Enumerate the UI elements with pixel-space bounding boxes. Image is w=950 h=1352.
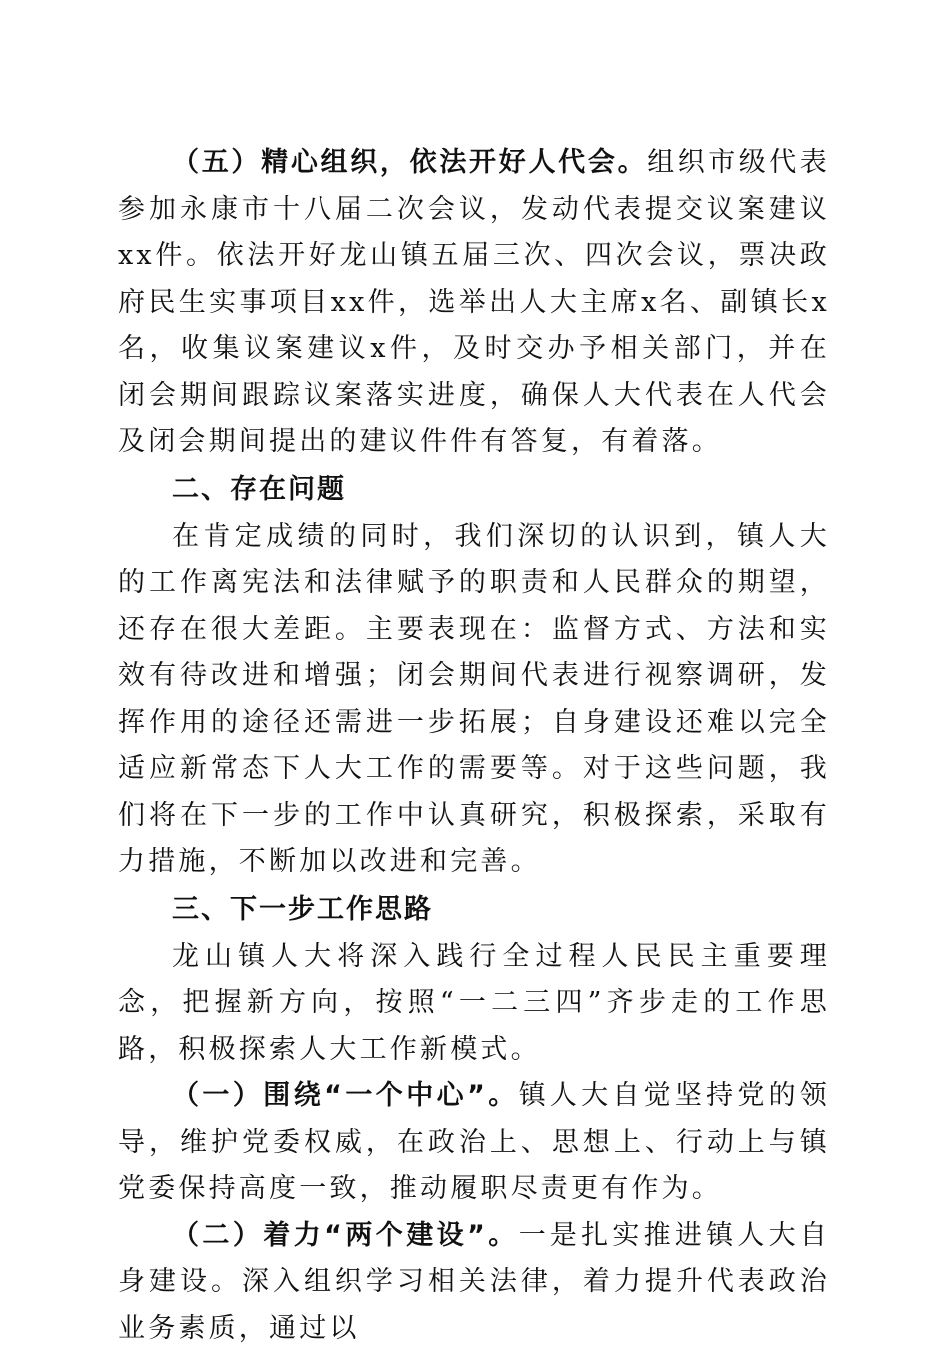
paragraph-lead-heading: （五）精心组织，依法开好人代会。 bbox=[172, 147, 647, 178]
paragraph-text: 一是扎实推进镇人大自身建设。深入组织学习相关法律，着力提升代表政治业务素质，通过以 bbox=[118, 1220, 830, 1344]
section-heading-next-steps: 三、下一步工作思路 bbox=[118, 886, 830, 934]
paragraph-problems: 在肯定成绩的同时，我们深切的认识到，镇人大的工作离宪法和法律赋予的职责和人民群众的期望，还存在很大差距。主要表现在：监督方式、方法和实效有待改进和增强；闭会期间代表进行视察调研，发挥作用的途径还需进一步拓展；自身建设还难以完全适应新常态下人大工作的需要等。对于这些问题，我们将在下一步的工作中认真研究，积极探索，采取有力措施，不断加以改进和完善。 bbox=[118, 514, 830, 886]
section-heading-problems: 二、存在问题 bbox=[118, 466, 830, 514]
paragraph-lead-heading: （二）着力“两个建设”。 bbox=[172, 1220, 519, 1251]
paragraph-lead-heading: （一）围绕“一个中心”。 bbox=[172, 1080, 519, 1111]
document-body bbox=[118, 140, 830, 1352]
paragraph-organize-congress bbox=[118, 140, 830, 466]
paragraph-two-constructions bbox=[118, 1213, 830, 1352]
paragraph-text: 镇人大自觉坚持党的领导，维护党委权威，在政治上、思想上、行动上与镇党委保持高度一致，推动履职尽责更有作为。 bbox=[118, 1080, 830, 1204]
paragraph-one-center bbox=[118, 1073, 830, 1213]
paragraph-next-steps-intro: 龙山镇人大将深入践行全过程人民民主重要理念，把握新方向，按照“一二三四”齐步走的工作思路，积极探索人大工作新模式。 bbox=[118, 934, 830, 1074]
paragraph-text: 组织市级代表参加永康市十八届二次会议，发动代表提交议案建议xx件。依法开好龙山镇五届三次、四次会议，票决政府民生实事项目xx件，选举出人大主席x名、副镇长x名，收集议案建议x件，及时交办予相关部门，并在闭会期间跟踪议案落实进度，确保人大代表在人代会及闭会期间提出的建议件件有答复，有着落。 bbox=[118, 147, 830, 457]
